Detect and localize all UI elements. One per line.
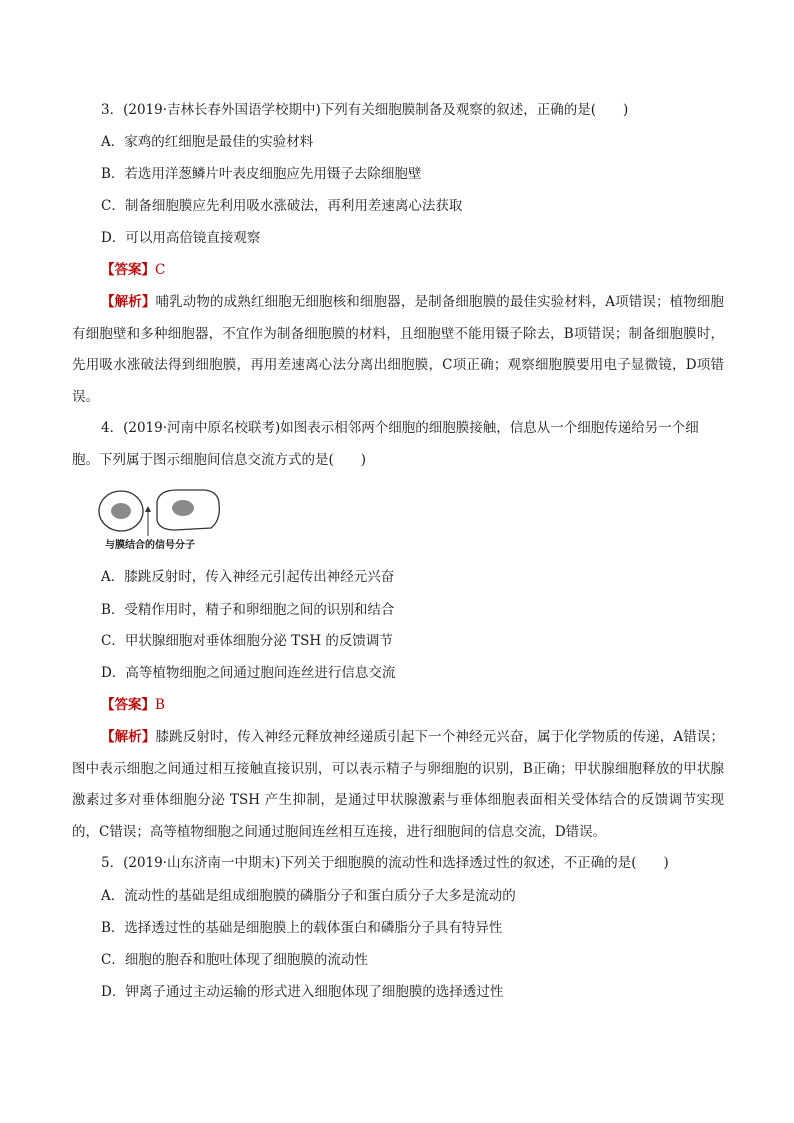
q5-option-b: B．选择透过性的基础是细胞膜上的载体蛋白和磷脂分子具有特异性 (101, 920, 503, 936)
analysis-label: 【解析】 (101, 294, 156, 310)
answer-label: 【答案】 (101, 697, 155, 713)
q4-analysis (72, 722, 724, 848)
figure-caption: 与膜结合的信号分子 (105, 540, 195, 551)
q3-option-a: A．家鸡的红细胞是最佳的实验材料 (101, 134, 314, 150)
analysis-label: 【解析】 (101, 729, 156, 745)
q5-option-c: C．细胞的胞吞和胞吐体现了细胞膜的流动性 (101, 952, 368, 968)
q5-option-a: A．流动性的基础是组成细胞膜的磷脂分子和蛋白质分子大多是流动的 (101, 888, 516, 904)
q4-stem-line1: 4．(2019·河南中原名校联考)如图表示相邻两个细胞的细胞膜接触，信息从一个细胞传递给另一个细 (101, 420, 699, 436)
q3-stem: 3．(2019·吉林长春外国语学校期中)下列有关细胞膜制备及观察的叙述，正确的是( ) (101, 102, 629, 118)
left-nucleus (111, 503, 131, 519)
q3-answer (101, 260, 165, 280)
q3-option-c: C．制备细胞膜应先利用吸水涨破法，再利用差速离心法获取 (101, 198, 463, 214)
q4-option-a: A．膝跳反射时，传入神经元引起传出神经元兴奋 (101, 569, 395, 585)
q4-stem-line2: 胞。下列属于图示细胞间信息交流方式的是( ) (72, 452, 367, 468)
analysis-text: 膝跳反射时，传入神经元释放神经递质引起下一个神经元兴奋，属于化学物质的传递，A错误；图中表示细胞之间通过相互接触直接识别，可以表示精子与卵细胞的识别，B正确；甲状腺细胞释放的甲状腺激素过多对垂体细胞分泌 TSH 产生抑制，是通过甲状腺激素与垂体细胞表面相关受体结合的反馈调节实现的，C错误；高等植物细胞之间通过胞间连丝相互连接，进行细胞间的信息交流，D错误。 (72, 729, 725, 840)
right-nucleus (172, 500, 194, 516)
answer-value: B (155, 697, 165, 713)
q3-option-d: D．可以用高倍镜直接观察 (101, 230, 261, 246)
q4-option-d: D．高等植物细胞之间通过胞间连丝进行信息交流 (101, 665, 396, 681)
q4-option-b: B．受精作用时，精子和卵细胞之间的识别和结合 (101, 602, 395, 618)
answer-value: C (155, 262, 166, 278)
q5-stem: 5．(2019·山东济南一中期末)下列关于细胞膜的流动性和选择透过性的叙述，不正确的是( ) (101, 855, 669, 871)
q4-option-c: C．甲状腺细胞对垂体细胞分泌 TSH 的反馈调节 (101, 633, 393, 649)
q4-answer (101, 695, 165, 715)
q3-option-b: B．若选用洋葱鳞片叶表皮细胞应先用镊子去除细胞壁 (101, 166, 422, 182)
answer-label: 【答案】 (101, 262, 155, 278)
q3-analysis (72, 287, 724, 413)
analysis-text: 哺乳动物的成熟红细胞无细胞核和细胞器，是制备细胞膜的最佳实验材料，A项错误；植物细胞有细胞壁和多种细胞器，不宜作为制备细胞膜的材料，且细胞壁不能用镊子除去，B项错误；制备细胞膜时，先用吸水涨破法得到细胞膜，再用差速离心法分离出细胞膜，C项正确；观察细胞膜要用电子显微镜，D项错误。 (72, 294, 725, 405)
q5-option-d: D．钾离子通过主动运输的形式进入细胞体现了细胞膜的选择透过性 (101, 984, 504, 1000)
arrow-head-icon (145, 506, 151, 512)
